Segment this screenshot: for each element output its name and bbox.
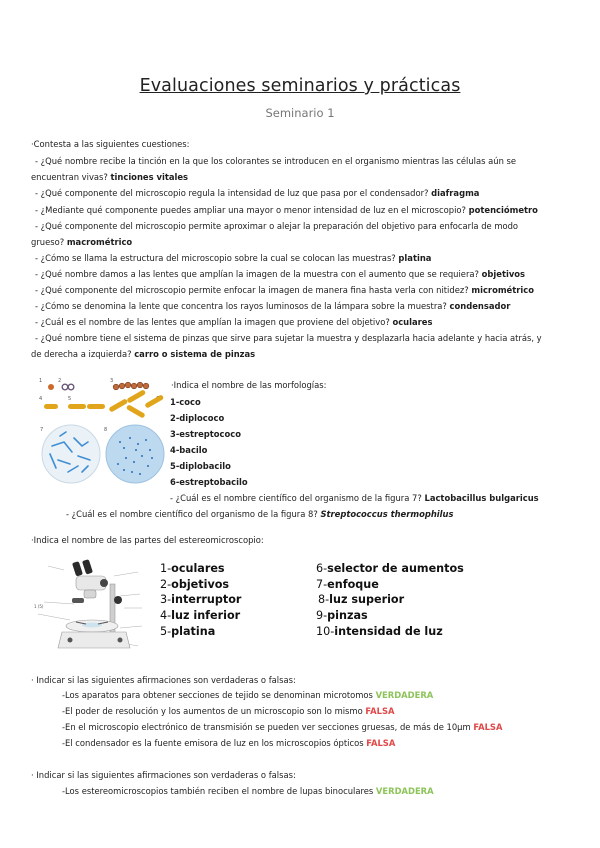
part-item: 10-intensidad de luz bbox=[316, 625, 443, 638]
question-1-line2: encuentran vivas? tinciones vitales bbox=[31, 172, 189, 182]
answer-4: macrométrico bbox=[66, 237, 133, 247]
statement-3: -En el microscopio electrónico de transmisión se pueden ver secciones gruesas, de más de 10µm FALSA bbox=[62, 722, 503, 732]
question-9: - ¿Cuál es el nombre de las lentes que amplían la imagen que proviene del objetivo? oculares bbox=[35, 317, 433, 327]
stereomicroscope-diagram bbox=[34, 556, 154, 660]
part-item: 3-interruptor bbox=[160, 593, 242, 606]
verdict-true: VERDADERA bbox=[375, 786, 434, 796]
fig-label-3: 3 bbox=[110, 378, 114, 384]
part-item: 5-platina bbox=[160, 625, 216, 638]
bacteria-morphology-figure bbox=[38, 376, 166, 496]
part-item: 6-selector de aumentos bbox=[316, 562, 464, 575]
fig-label-4: 4 bbox=[39, 396, 43, 402]
part-item: 2-objetivos bbox=[160, 578, 230, 591]
question-3: - ¿Mediante qué componente puedes ampliar una mayor o menor intensidad de luz en el microscopio? potenciómetro bbox=[35, 205, 538, 215]
section-intro-stereomicroscope: ·Indica el nombre de las partes del estereomicroscopio: bbox=[31, 535, 264, 545]
morphology-item: 6-estreptobacilo bbox=[170, 477, 248, 487]
answer-9: oculares bbox=[392, 317, 433, 327]
verdict-true: VERDADERA bbox=[375, 690, 434, 700]
morphology-item: 5-diplobacilo bbox=[170, 461, 231, 471]
question-10-line2: de derecha a izquierda? carro o sistema de pinzas bbox=[31, 349, 256, 359]
question-8: - ¿Cómo se denomina la lente que concentra los rayos luminosos de la lámpara sobre la muestra? condensador bbox=[35, 301, 511, 311]
statement-1: -Los aparatos para obtener secciones de tejido se denominan microtomos VERDADERA bbox=[62, 690, 434, 700]
section-intro: · Indicar si las siguientes afirmaciones son verdaderas o falsas: bbox=[31, 770, 296, 780]
question-2: - ¿Qué componente del microscopio regula la intensidad de luz que pasa por el condensador? diafragma bbox=[35, 188, 480, 198]
answer-8: condensador bbox=[449, 301, 511, 311]
answer-3: potenciómetro bbox=[468, 205, 538, 215]
answer-5: platina bbox=[398, 253, 432, 263]
answer-1: tinciones vitales bbox=[110, 172, 189, 182]
coccus-shape bbox=[48, 384, 54, 390]
part-item: 7-enfoque bbox=[316, 578, 379, 591]
question-figure-7: - ¿Cuál es el nombre científico del organismo de la figura 7? Lactobacillus bulgaricus bbox=[170, 493, 539, 503]
verdict-false: FALSA bbox=[365, 706, 395, 716]
answer-figure-8: Streptococcus thermophilus bbox=[320, 509, 454, 519]
morphology-item: 2-diplococo bbox=[170, 413, 225, 423]
fig-label-5: 5 bbox=[68, 396, 72, 402]
bacillus-shape bbox=[44, 404, 58, 409]
answer-7: micrométrico bbox=[471, 285, 534, 295]
statement-1: -Los estereomicroscopios también reciben el nombre de lupas binoculares VERDADERA bbox=[62, 786, 434, 796]
verdict-false: FALSA bbox=[473, 722, 503, 732]
fig-label-7: 7 bbox=[40, 427, 44, 433]
statement-4: -El condensador es la fuente emisora de luz en los microscopios ópticos FALSA bbox=[62, 738, 396, 748]
morphology-item: 4-bacilo bbox=[170, 445, 208, 455]
answer-figure-7: Lactobacillus bulgaricus bbox=[424, 493, 539, 503]
question-5: - ¿Cómo se llama la estructura del microscopio sobre la cual se colocan las muestras? platina bbox=[35, 253, 432, 263]
section-intro: ·Contesta a las siguientes cuestiones: bbox=[31, 139, 190, 149]
part-item: 9-pinzas bbox=[316, 609, 368, 622]
part-item: 8-luz superior bbox=[318, 593, 405, 606]
question-4-line1: - ¿Qué componente del microscopio permite aproximar o alejar la preparación del objetivo para enfocarla de modo bbox=[35, 221, 519, 231]
streptococcus-micrograph bbox=[106, 425, 164, 483]
question-6: - ¿Qué nombre damos a las lentes que amplían la imagen de la muestra con el aumento que se requiera? objetivos bbox=[35, 269, 526, 279]
answer-2: diafragma bbox=[431, 188, 480, 198]
question-7: - ¿Qué componente del microscopio permite enfocar la imagen de manera fina hasta verla con nitidez? micrométrico bbox=[35, 285, 534, 295]
statement-2: -El poder de resolución y los aumentos de un microscopio son lo mismo FALSA bbox=[62, 706, 395, 716]
section-intro: ·Indica el nombre de las morfologías: bbox=[171, 380, 327, 390]
question-10-line1: - ¿Qué nombre tiene el sistema de pinzas que sirve para sujetar la muestra y desplazarla hacia adelante y hacia atrás, y bbox=[35, 333, 542, 343]
fig-label-8: 8 bbox=[104, 427, 108, 433]
fig-label-1: 1 bbox=[39, 378, 43, 384]
part-item: 4-luz inferior bbox=[160, 609, 241, 622]
verdict-false: FALSA bbox=[366, 738, 396, 748]
section-intro: · Indicar si las siguientes afirmaciones son verdaderas o falsas: bbox=[31, 675, 296, 685]
answer-6: objetivos bbox=[481, 269, 526, 279]
question-4-line2: grueso? macrométrico bbox=[31, 237, 133, 247]
page-subtitle: Seminario 1 bbox=[265, 106, 335, 120]
question-1-line1: - ¿Qué nombre recibe la tinción en la que los colorantes se introducen en el organismo mientras las células aún se bbox=[35, 156, 517, 166]
page-title: Evaluaciones seminarios y prácticas bbox=[139, 76, 461, 96]
answer-10: carro o sistema de pinzas bbox=[134, 349, 256, 359]
diplobacillus-shape bbox=[68, 404, 86, 409]
diagram-label: 1 (5) bbox=[34, 604, 44, 609]
fig-label-2: 2 bbox=[58, 378, 62, 384]
question-figure-8: - ¿Cuál es el nombre científico del organismo de la figura 8? Streptococcus thermophilus bbox=[66, 509, 454, 519]
morphology-item: 3-estreptococo bbox=[170, 429, 241, 439]
part-item: 1-oculares bbox=[160, 562, 225, 575]
morphology-item: 1-coco bbox=[170, 397, 201, 407]
